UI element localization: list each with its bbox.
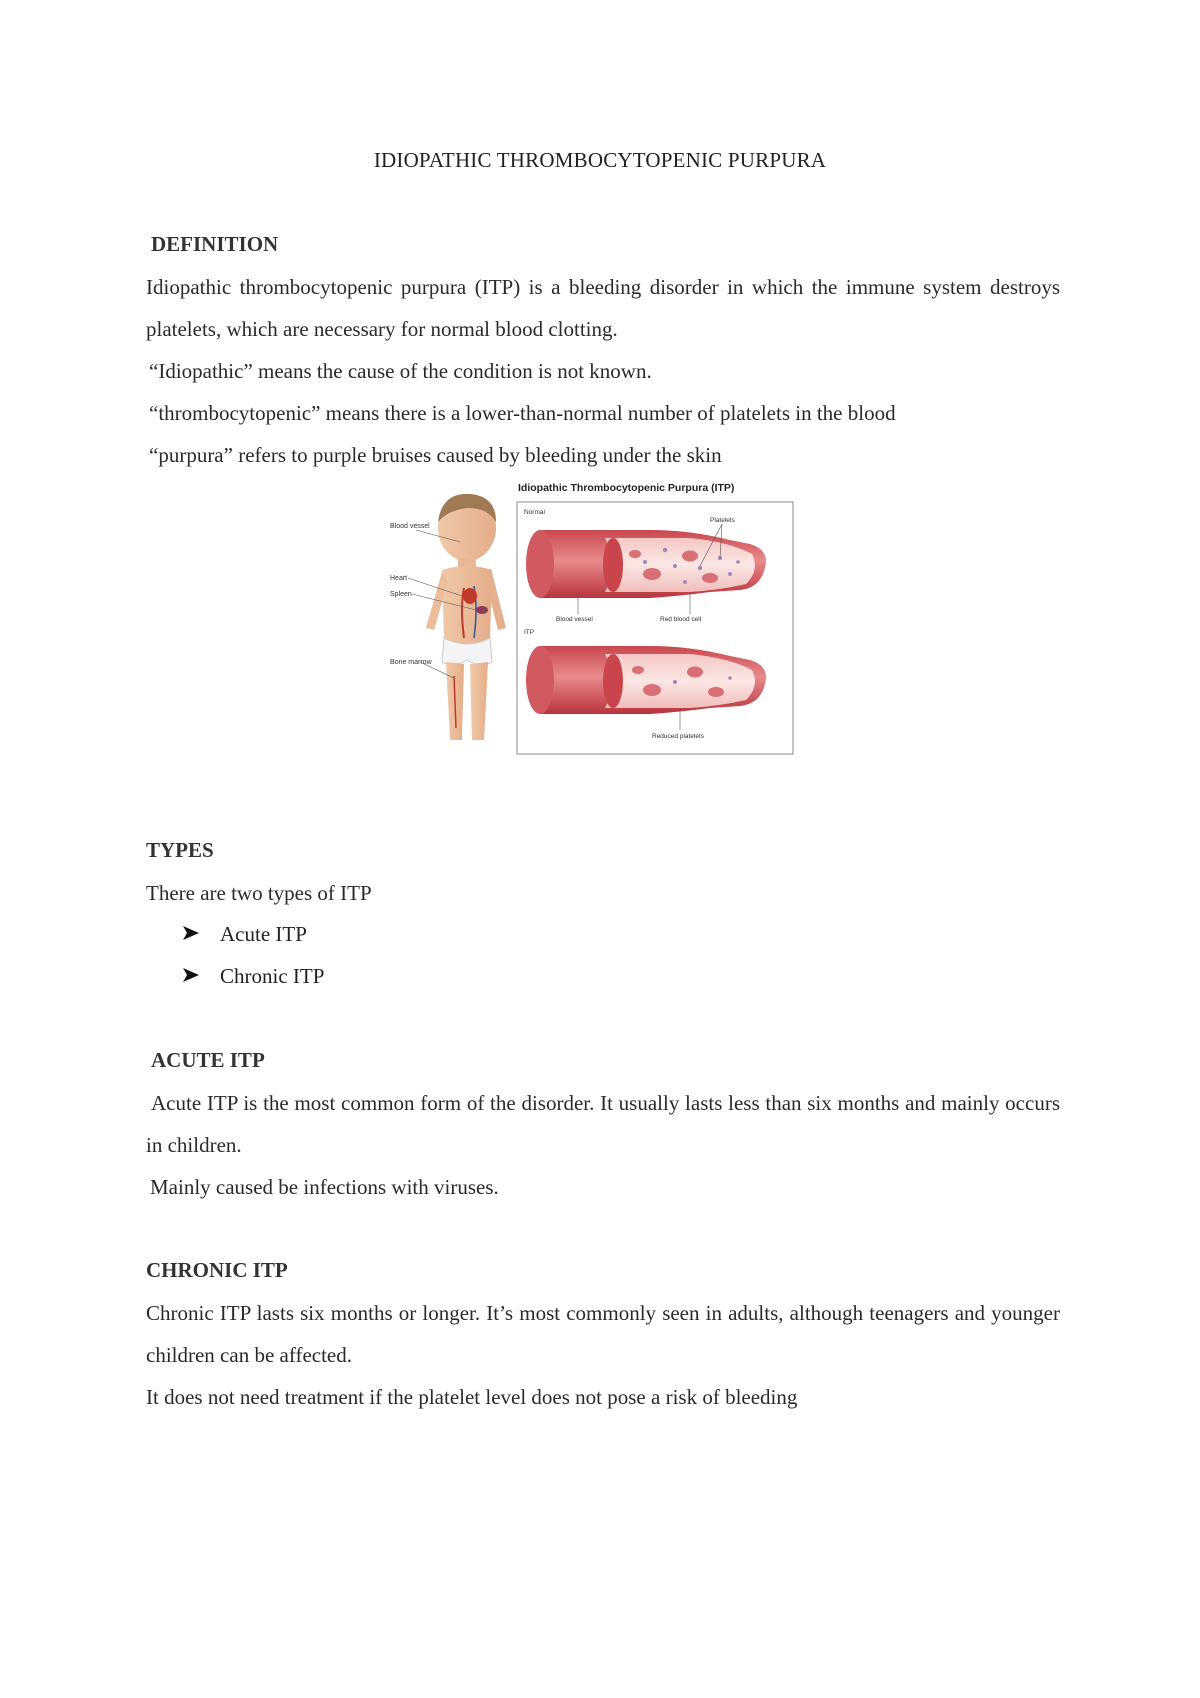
thrombocytopenic-line: “thrombocytopenic” means there is a lower-than-normal number of platelets in the blood (149, 401, 896, 425)
label-reduced-platelets: Reduced platelets (652, 733, 705, 740)
label-platelets: Platelets (710, 517, 735, 524)
acute-cause-line: Mainly caused be infections with viruses. (150, 1175, 499, 1199)
arrow-bullet-icon (182, 964, 220, 989)
label-itp: ITP (524, 629, 535, 636)
purpura-line: “purpura” refers to purple bruises caused by bleeding under the skin (149, 443, 722, 467)
definition-heading: DEFINITION (151, 232, 279, 256)
label-blood-vessel-body: Blood vessel (390, 523, 430, 530)
arrow-bullet-icon (182, 922, 220, 947)
child-body-illustration (426, 494, 506, 740)
label-normal: Normal (524, 509, 545, 516)
label-heart: Heart (390, 575, 408, 582)
label-spleen: Spleen (390, 591, 412, 598)
figure-caption: Idiopathic Thrombocytopenic Purpura (ITP) (518, 482, 735, 494)
types-item-label: Chronic ITP (220, 964, 325, 988)
document-title: IDIOPATHIC THROMBOCYTOPENIC PURPURA (373, 148, 827, 172)
label-red-blood-cell: Red blood cell (660, 616, 702, 623)
chronic-heading: CHRONIC ITP (146, 1258, 288, 1282)
acute-heading: ACUTE ITP (151, 1048, 265, 1072)
label-bone-marrow: Bone marrow (390, 659, 432, 666)
types-list-item (182, 964, 324, 989)
itp-illustration (390, 478, 800, 768)
itp-vessel-diagram (526, 646, 766, 714)
acute-paragraph: Acute ITP is the most common form of the disorder. It usually lasts less than six months and mainly occurs in children. (146, 1091, 1060, 1157)
normal-vessel-diagram (526, 530, 766, 598)
types-intro: There are two types of ITP (146, 881, 372, 905)
definition-paragraph: Idiopathic thrombocytopenic purpura (ITP) is a bleeding disorder in which the immune system destroys platelets, which are necessary for normal blood clotting. (146, 275, 1060, 341)
types-item-label: Acute ITP (220, 922, 307, 946)
types-list-item (182, 922, 307, 947)
idiopathic-line: “Idiopathic” means the cause of the condition is not known. (149, 359, 652, 383)
chronic-paragraph: Chronic ITP lasts six months or longer. It’s most commonly seen in adults, although teenagers and younger children can be affected. (146, 1301, 1060, 1367)
types-heading: TYPES (146, 838, 214, 862)
chronic-treatment-line: It does not need treatment if the platelet level does not pose a risk of bleeding (146, 1385, 798, 1409)
label-blood-vessel: Blood vessel (556, 616, 593, 623)
